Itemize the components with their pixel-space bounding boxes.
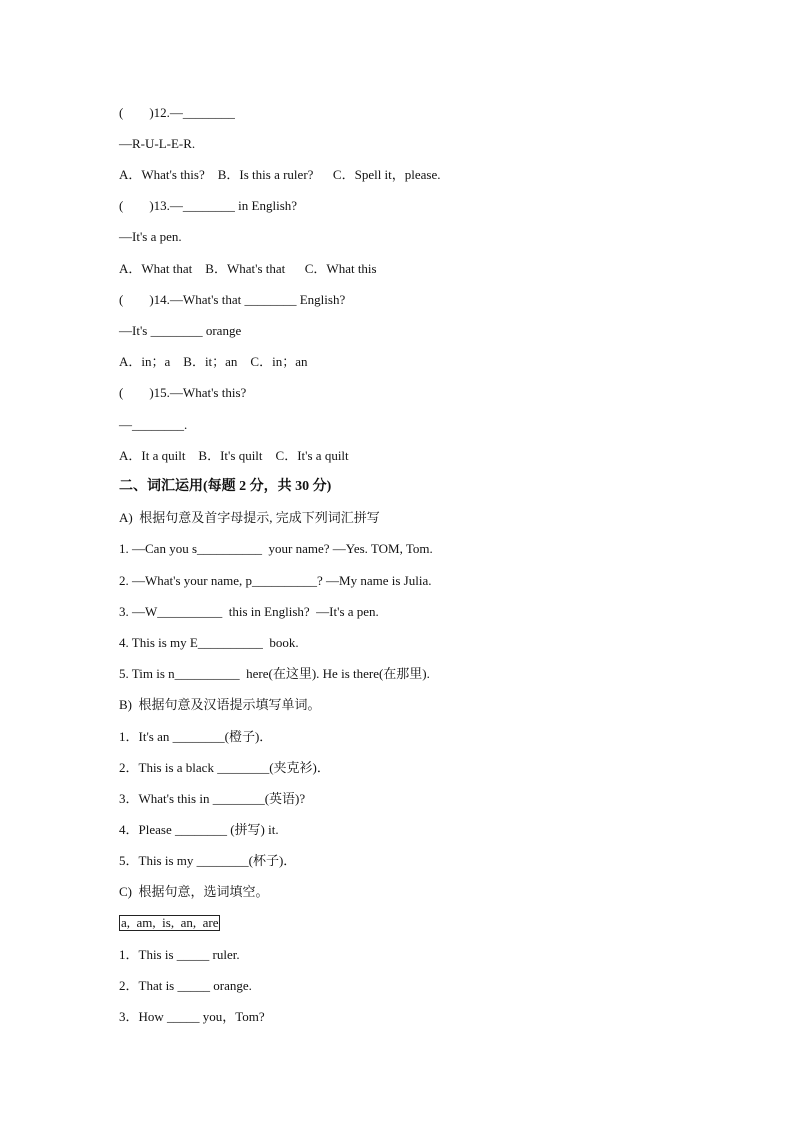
section-heading: 二、词汇运用(每题 2 分，共 30 分) xyxy=(119,479,332,494)
word-box-line xyxy=(119,915,220,931)
part-c-title: C) 根据句意，选词填空。 xyxy=(119,884,269,899)
question-13-reply: —It's a pen. xyxy=(119,229,182,244)
part-b-item: 3．What's this in ________(英语)? xyxy=(119,791,306,806)
question-15-options: A．It a quilt B．It's quilt C．It's a quilt xyxy=(119,448,349,463)
question-number: ( )13. xyxy=(119,198,170,213)
part-b-item: 5．This is my ________(杯子)． xyxy=(119,853,297,868)
question-14 xyxy=(119,292,345,308)
part-a-item: 2. —What's your name, p__________? —My name is Julia. xyxy=(119,573,432,588)
question-14-options: A．in；a B．it；an C．in；an xyxy=(119,354,308,369)
word-box: a, am, is, an, are xyxy=(121,915,219,930)
part-c-item: 1．This is _____ ruler. xyxy=(119,947,240,962)
question-number: ( )12. xyxy=(119,105,170,120)
question-stem: —What's this? xyxy=(169,385,247,400)
part-c-item: 3．How _____ you，Tom? xyxy=(119,1009,265,1024)
question-stem: —________ in English? xyxy=(169,198,298,213)
question-number: ( )15. xyxy=(119,385,170,400)
part-b-title: B) 根据句意及汉语提示填写单词。 xyxy=(119,697,321,712)
question-12-options: A．What's this? B．Is this a ruler? C．Spell it，please. xyxy=(119,167,441,182)
part-b-item: 4．Please ________ (拼写) it. xyxy=(119,822,279,837)
question-15 xyxy=(119,385,246,401)
question-stem: —What's that ________ English? xyxy=(169,292,346,307)
question-15-reply: —________. xyxy=(119,417,188,432)
question-12 xyxy=(119,105,235,121)
part-c-item: 2．That is _____ orange. xyxy=(119,978,252,993)
part-b-item: 1．It's an ________(橙子)． xyxy=(119,729,273,744)
part-a-item: 3. —W__________ this in English? —It's a pen. xyxy=(119,604,379,619)
part-b-item: 2．This is a black ________(夹克衫)． xyxy=(119,760,330,775)
question-13-options: A．What that B．What's that C．What this xyxy=(119,261,377,276)
question-12-reply: —R-U-L-E-R. xyxy=(119,136,196,151)
part-a-title: A) 根据句意及首字母提示, 完成下列词汇拼写 xyxy=(119,510,380,525)
part-a-item: 4. This is my E__________ book. xyxy=(119,635,299,650)
question-stem: —________ xyxy=(169,105,235,120)
question-number: ( )14. xyxy=(119,292,170,307)
part-a-item: 5. Tim is n__________ here(在这里). He is there(在那里). xyxy=(119,666,430,681)
question-14-reply: —It's ________ orange xyxy=(119,323,242,338)
part-a-item: 1. —Can you s__________ your name? —Yes. TOM, Tom. xyxy=(119,541,433,556)
question-13 xyxy=(119,198,297,214)
